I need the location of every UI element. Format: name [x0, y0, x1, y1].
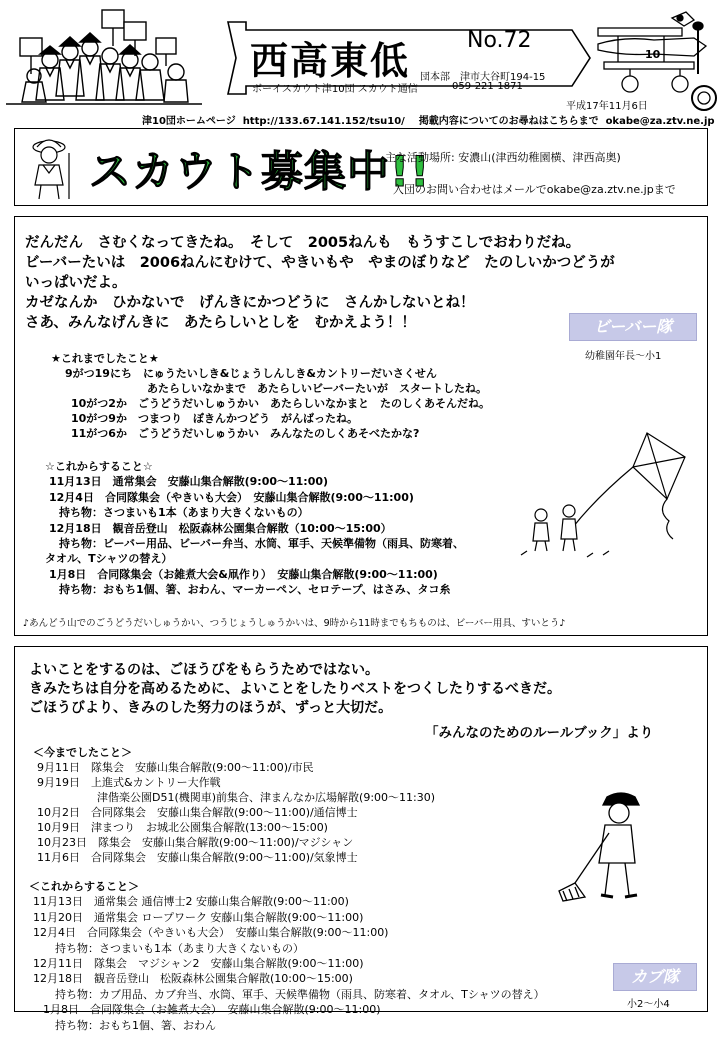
recruit-contact: 入団のお問い合わせはメールでokabe@za.ztv.ne.jpまで [393, 183, 676, 196]
list-item: 10がつ9か つまつり ぼきんかつどう がんばったね。 [71, 412, 358, 425]
intro-line: いっぱいだよ。 [25, 275, 127, 291]
list-item: タオル、Tシャツの替え） [45, 552, 173, 566]
list-item: 9月11日 隊集会 安藤山集合解散(9:00～11:00)/市民 [37, 761, 314, 774]
list-item: 11月13日 通常集会 通信博士2 安藤山集合解散(9:00～11:00) [33, 895, 349, 909]
done-heading: ＜今までしたこと＞ [33, 746, 132, 759]
list-item: 10月2日 合同隊集会 安藤山集合解散(9:00～11:00)/通信博士 [37, 806, 358, 819]
intro-line: さあ、みんなげんきに あたらしいとしを むかえよう！！ [25, 315, 416, 331]
activity-place: 主な活動場所: 安濃山(津西幼稚園横、津西高奥) [385, 151, 621, 164]
intro-line: だんだん さむくなってきたね。 そして 2005ねんも もうすこしでおわりだね。 [25, 235, 581, 251]
inquiry-label: 掲載内容についてのお尋ねはこちらまで [418, 116, 599, 127]
issue-number: No.72 [467, 28, 532, 53]
list-item: 持ち物：おもち1個、箸、おわん、マーカーペン、セロテープ、はさみ、タコ糸 [59, 583, 451, 597]
list-item: 持ち物：さつまいも1本（あまり大きくないもの） [55, 941, 304, 955]
list-item: 持ち物：おもち1個、箸、おわん [55, 1018, 216, 1032]
beaver-tag: ビーバー隊 [569, 313, 697, 341]
list-item: 持ち物：カブ用品、カブ弁当、水筒、軍手、天候準備物（雨具、防寒着、タオル、Tシャツの替え） [55, 987, 545, 1001]
header [0, 0, 720, 130]
cub-age-range: 小2～小4 [627, 999, 670, 1010]
list-item: 11月20日 通常集会 ロープワーク 安藤山集合解散(9:00～11:00) [33, 910, 364, 924]
inquiry-email-link[interactable]: okabe@za.ztv.ne.jp [605, 116, 715, 127]
cub-plan-list [29, 879, 545, 1033]
list-item: 10がつ2か ごうどうだいしゅうかい あたらしいなかまと たのしくあそんだね。 [71, 397, 490, 410]
hq-label: 団本部 [420, 72, 450, 83]
intro-line: ビーバーたいは 2006ねんにむけて、やきいもや やまのぼりなど たのしいかつどうが [25, 255, 615, 271]
list-item: 1月8日 合同隊集会（お雑煮大会&凧作り） 安藤山集合解散(9:00～11:00) [49, 567, 438, 581]
list-item: 9がつ19にち にゅうたいしき&じょうしんしき&カントリーだいさくせん [65, 367, 437, 380]
beaver-intro [25, 233, 615, 333]
quote-line: ごほうびより、きみのした努力のほうが、ずっと大切だ。 [29, 700, 393, 716]
list-item: 津偕楽公園D51(機関車)前集合、津まんなか広場解散(9:00～11:30) [97, 791, 436, 804]
quote-line: きみたちは自分を高めるために、よいことをしたりベストをつくしたりするべきだ。 [29, 681, 561, 697]
beaver-section [14, 216, 708, 636]
newsletter-title: 西高東低 [250, 38, 411, 83]
done-heading: ★これまでしたこと★ [51, 352, 159, 365]
scouts-group-illustration [6, 4, 202, 108]
quote-line: よいことをするのは、ごほうびをもらうためではない。 [29, 662, 379, 678]
recruit-headline: スカウト募集中!! [89, 147, 431, 196]
cub-done-list [33, 745, 435, 865]
list-item: あたらしいなかまで あたらしいビーバーたいが スタートしたね。 [147, 382, 488, 395]
list-item: 11がつ6か ごうどうだいしゅうかい みんなたのしくあそべたかな? [71, 427, 420, 440]
hq-address: 津市大谷町194-15 [460, 72, 546, 83]
troop-name: ボーイスカウト津10団 スカウト通信 [252, 84, 418, 95]
plan-heading: ☆これからすること☆ [45, 460, 153, 473]
list-item: 12月18日 観音岳登山 松阪森林公園集合解散（10:00～15:00） [49, 521, 392, 535]
hq-phone: 059-221-1871 [452, 81, 523, 92]
sweeping-boy-illustration [555, 787, 651, 907]
list-item: 12月11日 隊集会 マジシャン2 安藤山集合解散(9:00～11:00) [33, 957, 364, 971]
list-item: 11月6日 合同隊集会 安藤山集合解散(9:00～11:00)/気象博士 [37, 851, 358, 864]
recruit-box [14, 128, 708, 206]
cub-tag: カブ隊 [613, 963, 697, 991]
list-item: 10月9日 津まつり お城北公園集合解散(13:00～15:00) [37, 821, 328, 834]
list-item: 11月13日 通常集会 安藤山集合解散(9:00～11:00) [49, 475, 329, 489]
list-item: 12月4日 合同隊集会（やきいも大会） 安藤山集合解散(9:00～11:00) [33, 926, 389, 940]
cub-section [14, 646, 708, 1032]
list-item: 12月18日 観音岳登山 松阪森林公園集合解散(10:00～15:00) [33, 972, 353, 986]
issue-date: 平成17年11月6日 [566, 101, 648, 112]
scout-boy-illustration [23, 133, 79, 201]
homepage-link[interactable]: http://133.67.141.152/tsu10/ [242, 116, 405, 127]
intro-line: カゼなんか ひかないで げんきにかつどうに さんかしないとね！ [25, 295, 475, 311]
homepage-line [142, 112, 715, 127]
list-item: 持ち物：さつまいも1本（あまり大きくないもの） [59, 506, 309, 520]
beaver-note: ♪あんどう山でのごうどうだいしゅうかい、つうじょうしゅうかいは、9時から11時までもちものは、ビーバー用具、すいとう♪ [23, 618, 566, 629]
beaver-age-range: 幼稚園年長～小1 [585, 351, 662, 362]
list-item: 持ち物：ビーバー用品、ビーバー弁当、水筒、軍手、天候準備物（雨具、防寒着、 [59, 537, 465, 551]
kite-children-illustration [517, 427, 701, 567]
beaver-done-list [51, 351, 490, 441]
list-item: 10月23日 隊集会 安藤山集合解散(9:00～11:00)/マジシャン [37, 836, 354, 849]
plane-number: 10 [645, 48, 661, 61]
quote-source: 「みんなのためのルールブック」より [425, 725, 654, 741]
cub-quote [29, 661, 561, 718]
plan-heading: ＜これからすること＞ [29, 880, 139, 893]
beaver-plan-list [45, 459, 464, 598]
list-item: 12月4日 合同隊集会（やきいも大会） 安藤山集合解散(9:00～11:00) [49, 490, 414, 504]
homepage-label: 津10団ホームページ [142, 116, 236, 127]
list-item: 9月19日 上進式&カントリー大作戦 [37, 776, 221, 789]
list-item: 1月8日 合同隊集会（お雑煮大会） 安藤山集合解散(9:00～11:00) [43, 1003, 381, 1017]
